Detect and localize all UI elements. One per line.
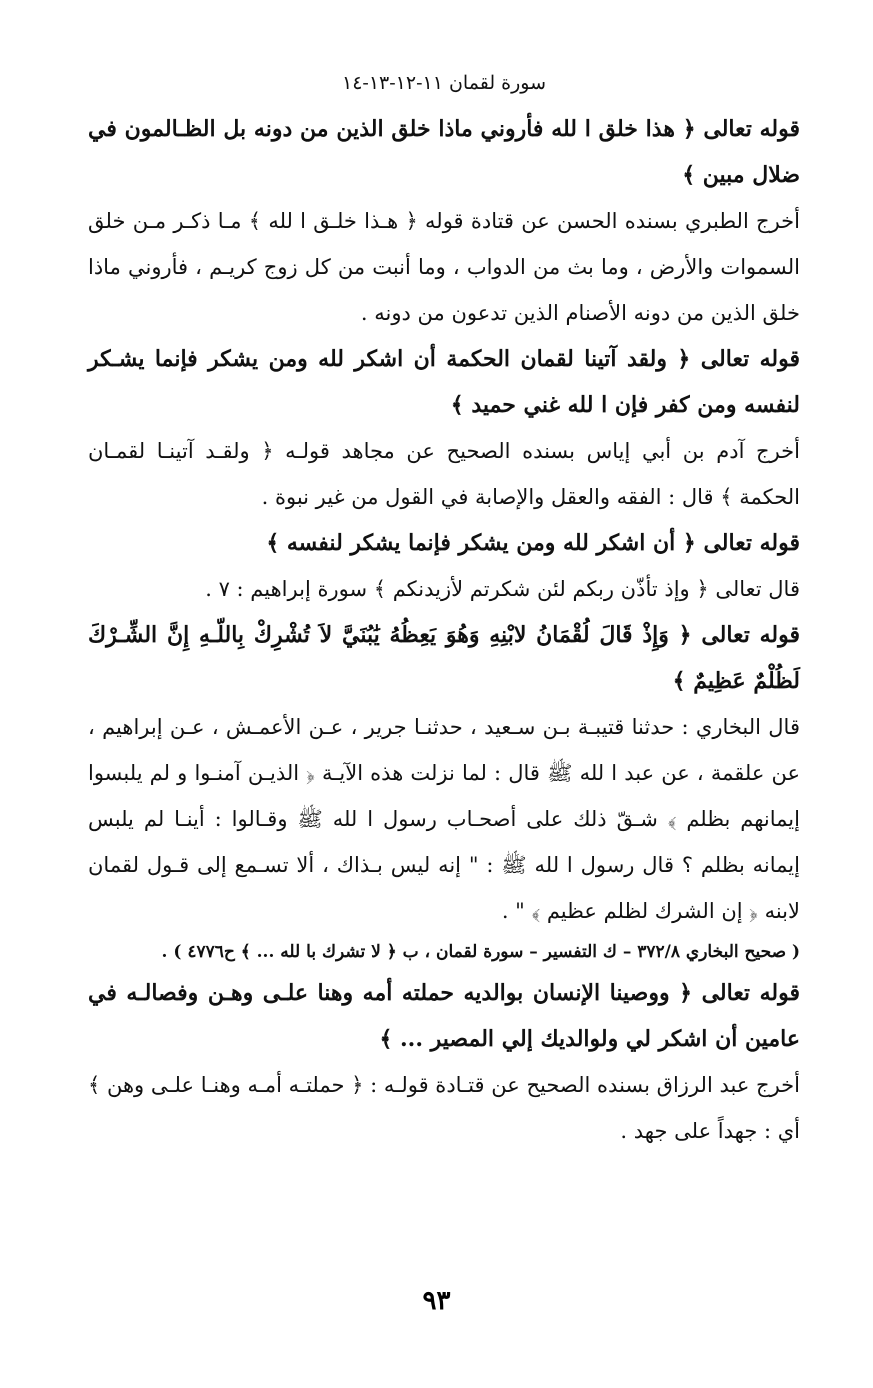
hadith-citation: ( صحيح البخاري ٣٧٢/٨ – ك التفسير – سورة لقمان ، ب ﴿ لا تشرك با لله ... ﴾ ح٤٧٧٦ ) .: [161, 942, 800, 962]
verse-heading-14: قوله تعالى ﴿ ووصينا الإنسان بوالديه حملته أمه وهنا علـى وهـن وفصالـه في عامين أن اشكر لي ولوالديك إلي المصير ... ﴾: [88, 980, 800, 1052]
hadith-paragraph: قال البخاري : حدثنا قتيبـة بـن سـعيد ، حدثنـا جرير ، عـن الأعمـش ، عـن إبراهيم ، عن علقمة ، عن عبد ا لله ﷺ قال : لما نزلت هذه الآيـة ﴿ الذيـن آمنـوا و لم يلبسوا إيمانهم بظلم ﴾ شـقّ ذلك على أصحـاب رسول ا لله ﷺ وقـالوا : أينـا لم يلبس إيمانه بظلم ؟ قال رسول ا لله ﷺ : " إنه ليس بـذاك ، ألا تسـمع إلى قـول لقمان لابنه ﴿ إن الشرك لظلم عظيم ﴾ " .: [88, 715, 800, 923]
verse-heading-12b: قوله تعالى ﴿ أن اشكر لله ومن يشكر فإنما يشكر لنفسه ﴾: [266, 530, 800, 556]
commentary-paragraph: أخرج عبد الرزاق بسنده الصحيح عن قتـادة قولـه : ﴿ حملتـه أمـه وهنـا علـى وهن ﴾ أي : جهداً على جهد .: [88, 1073, 800, 1143]
commentary-paragraph: أخرج الطبري بسنده الحسن عن قتادة قوله ﴿ هـذا خلـق ا لله ﴾ مـا ذكـر مـن خلق السموات والأرض ، وما بث من الدواب ، وما أنبت من كل زوج كريـم ، فأروني ماذا خلق الذين من دونه الأصنام الذين تدعون من دونه .: [88, 209, 800, 325]
page-number: ٩٣: [422, 1286, 451, 1316]
commentary-paragraph: أخرج آدم بن أبي إياس بسنده الصحيح عن مجاهد قولـه ﴿ ولقـد آتينـا لقمـان الحكمة ﴾ قال : الفقه والعقل والإصابة في القول من غير نبوة .: [88, 439, 800, 509]
verse-heading-11: قوله تعالى ﴿ هذا خلق ا لله فأروني ماذا خلق الذين من دونه بل الظـالمون في ضلال مبين ﴾: [88, 116, 800, 188]
verse-heading-13: قوله تعالى ﴿ وَإِذْ قَالَ لُقْمَانُ لابْنِهِ وَهُوَ يَعِظُهُ يَٰبُنَيَّ لاَ تُشْرِكْ بِاللّـهِ إِنَّ الشِّـرْكَ لَظُلْمٌ عَظِيمٌ ﴾: [88, 622, 800, 694]
verse-heading-12: قوله تعالى ﴿ ولقد آتينا لقمان الحكمة أن اشكر لله ومن يشكر فإنما يشـكر لنفسه ومن كفر فإن ا لله غني حميد ﴾: [88, 346, 800, 418]
page-body: [88, 68, 800, 1154]
running-head: سورة لقمان ١١-١٢-١٣-١٤: [341, 72, 547, 94]
commentary-paragraph: قال تعالى ﴿ وإذ تأذّن ربكم لئن شكرتم لأزيدنكم ﴾ سورة إبراهيم : ٧ .: [205, 577, 800, 601]
